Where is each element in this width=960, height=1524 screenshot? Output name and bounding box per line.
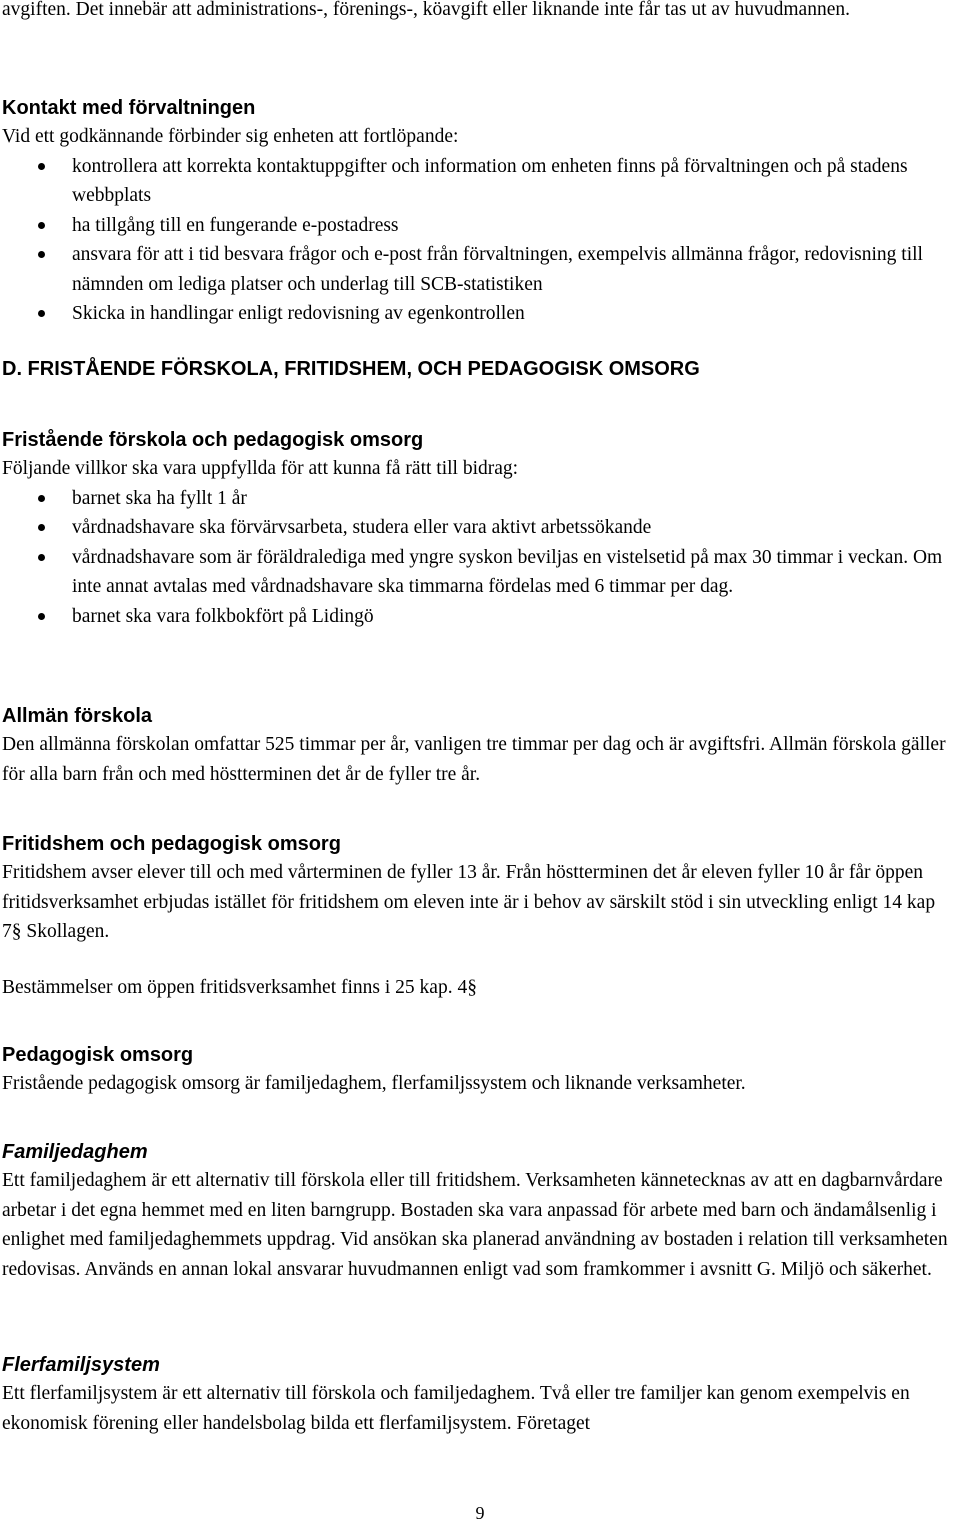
list-item: ansvara för att i tid besvara frågor och e-post från förvaltningen, exempelvis allmänna frågor, redovisning till nämnden om lediga platser och underlag till SCB-statistiken (2, 240, 958, 299)
section-fritidshem (2, 830, 958, 1002)
allman-text: Den allmänna förskolan omfattar 525 timmar per år, vanligen tre timmar per dag och är avgiftsfri. Allmän förskola gäller för alla barn från och med höstterminen det år de fyller tre år. (2, 734, 946, 785)
fristaende-list (2, 484, 958, 632)
kontakt-heading: Kontakt med förvaltningen (2, 97, 256, 119)
flerfamiljsystem-text: Ett flerfamiljsystem är ett alternativ till förskola och familjedaghem. Två eller tre familjer kan genom exempelvis en ekonomisk förening eller handelsbolag bilda ett flerfamiljsystem. Företaget (2, 1383, 910, 1434)
fritidshem-text: Fritidshem avser elever till och med vårterminen de fyller 13 år. Från höstterminen det år eleven fyller 10 år får öppen fritidsverksamhet erbjudas istället för fritidshem om eleven inte är i behov av särskilt stöd i sin utveckling enligt 14 kap 7§ Skollagen. (2, 862, 936, 942)
flerfamiljsystem-heading: Flerfamiljsystem (2, 1354, 160, 1376)
intro-paragraph: avgiften. Det innebär att administrations-, förenings-, köavgift eller liknande inte får tas ut av huvudmannen. (2, 0, 850, 20)
list-item: kontrollera att korrekta kontaktuppgifter och information om enheten finns på förvaltningen och på stadens webbplats (2, 152, 958, 211)
pedagogisk-text: Fristående pedagogisk omsorg är familjedaghem, flerfamiljssystem och liknande verksamheter. (2, 1073, 746, 1094)
fritidshem-heading: Fritidshem och pedagogisk omsorg (2, 833, 341, 855)
pedagogisk-heading: Pedagogisk omsorg (2, 1044, 194, 1066)
section-fristaende (2, 426, 958, 631)
list-item: ha tillgång till en fungerande e-postadress (2, 211, 958, 241)
section-pedagogisk (2, 1041, 958, 1099)
list-item: barnet ska vara folkbokfört på Lidingö (2, 602, 958, 632)
fristaende-lead: Följande villkor ska vara uppfyllda för att kunna få rätt till bidrag: (2, 458, 519, 479)
kontakt-list (2, 152, 958, 329)
fristaende-heading: Fristående förskola och pedagogisk omsorg (2, 429, 424, 451)
familjedaghem-heading: Familjedaghem (2, 1141, 148, 1163)
list-item: vårdnadshavare ska förvärvsarbeta, studera eller vara aktivt arbetssökande (2, 513, 958, 543)
allman-heading: Allmän förskola (2, 705, 153, 727)
familjedaghem-text: Ett familjedaghem är ett alternativ till förskola eller till fritidshem. Verksamheten kännetecknas av att en dagbarnvårdare arbetar i det egna hemmet med en liten barngrupp. Bostaden ska vara anpassad för arbete med barn och ändamålsenlig i enlighet med familjedaghemmets uppdrag. Vid ansökan ska planerad användning av bostaden i relation till verksamheten redovisas. Används en annan lokal ansvarar huvudmannen enligt vad som framkommer i avsnitt G. Miljö och säkerhet. (2, 1170, 948, 1280)
fritidshem-text2: Bestämmelser om öppen fritidsverksamhet finns i 25 kap. 4§ (2, 976, 477, 998)
kontakt-lead: Vid ett godkännande förbinder sig enheten att fortlöpande: (2, 126, 459, 147)
section-kontakt (2, 94, 958, 329)
section-familjedaghem (2, 1138, 958, 1284)
list-item: vårdnadshavare som är föräldralediga med yngre syskon beviljas en vistelsetid på max 30 timmar i veckan. Om inte annat avtalas med vårdnadshavare ska timmarna fördelas med 6 timmar per dag. (2, 543, 958, 602)
page-number: 9 (475, 1503, 485, 1523)
section-flerfamiljsystem (2, 1351, 958, 1438)
section-allman (2, 702, 958, 789)
section-d-heading: D. FRISTÅENDE FÖRSKOLA, FRITIDSHEM, OCH PEDAGOGISK OMSORG (2, 358, 700, 380)
list-item: Skicka in handlingar enligt redovisning av egenkontrollen (2, 299, 958, 329)
list-item: barnet ska ha fyllt 1 år (2, 484, 958, 514)
